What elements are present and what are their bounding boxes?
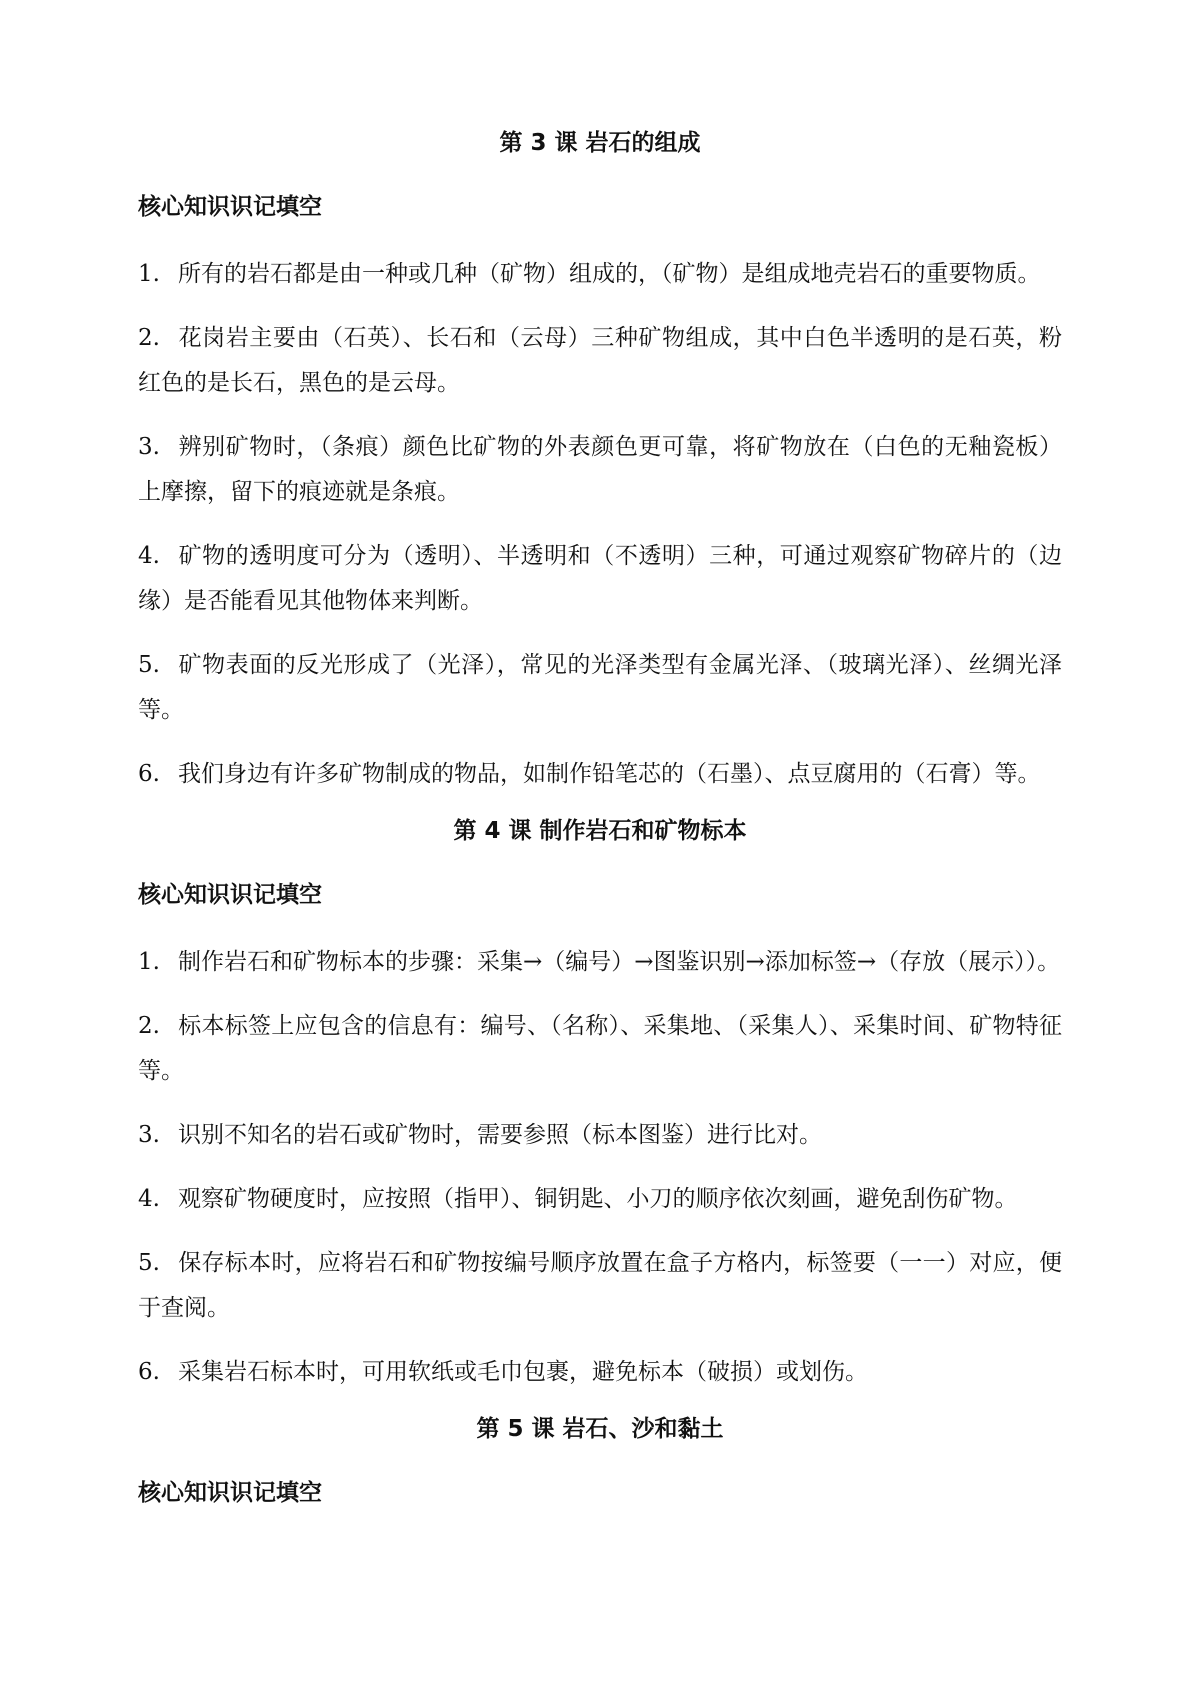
section-heading: 核心知识识记填空 bbox=[138, 1480, 322, 1506]
section-heading: 核心知识识记填空 bbox=[138, 882, 322, 908]
item-number: 2. bbox=[138, 1013, 160, 1039]
item-text: 所有的岩石都是由一种或几种（矿物）组成的，（矿物）是组成地壳岩石的重要物质。 bbox=[178, 261, 1041, 287]
item-number: 3. bbox=[138, 434, 160, 460]
item-number: 2. bbox=[138, 325, 160, 351]
item-text: 识别不知名的岩石或矿物时，需要参照（标本图鉴）进行比对。 bbox=[178, 1122, 822, 1148]
item-text: 保存标本时，应将岩石和矿物按编号顺序放置在盒子方格内，标签要（一一）对应，便于查阅。 bbox=[138, 1250, 1062, 1321]
item-number: 5. bbox=[138, 1250, 160, 1276]
list-item bbox=[138, 534, 1062, 624]
list-item bbox=[138, 1004, 1062, 1094]
item-number: 3. bbox=[138, 1122, 160, 1148]
item-text: 采集岩石标本时，可用软纸或毛巾包裹，避免标本（破损）或划伤。 bbox=[178, 1359, 868, 1385]
item-text: 辨别矿物时，（条痕）颜色比矿物的外表颜色更可靠，将矿物放在（白色的无釉瓷板）上摩擦，留下的痕迹就是条痕。 bbox=[138, 434, 1062, 505]
section-heading: 核心知识识记填空 bbox=[138, 194, 322, 220]
item-text: 标本标签上应包含的信息有：编号、（名称）、采集地、（采集人）、采集时间、矿物特征等。 bbox=[138, 1013, 1062, 1084]
item-text: 矿物表面的反光形成了（光泽），常见的光泽类型有金属光泽、（玻璃光泽）、丝绸光泽等。 bbox=[138, 652, 1062, 723]
list-item bbox=[138, 1113, 1062, 1158]
list-item bbox=[138, 1350, 1062, 1395]
item-number: 1. bbox=[138, 261, 160, 287]
lesson-3 bbox=[138, 128, 1062, 797]
list-item bbox=[138, 643, 1062, 733]
list-item bbox=[138, 252, 1062, 297]
list-item bbox=[138, 1177, 1062, 1222]
list-item bbox=[138, 752, 1062, 797]
item-number: 6. bbox=[138, 1359, 160, 1385]
item-text: 矿物的透明度可分为（透明）、半透明和（不透明）三种，可通过观察矿物碎片的（边缘）是否能看见其他物体来判断。 bbox=[138, 543, 1062, 614]
item-number: 4. bbox=[138, 543, 160, 569]
list-item bbox=[138, 316, 1062, 406]
item-number: 4. bbox=[138, 1186, 160, 1212]
lesson-title: 第 4 课 制作岩石和矿物标本 bbox=[453, 818, 747, 844]
item-text: 我们身边有许多矿物制成的物品，如制作铅笔芯的（石墨）、点豆腐用的（石膏）等。 bbox=[178, 761, 1041, 787]
item-text: 制作岩石和矿物标本的步骤：采集→（编号）→图鉴识别→添加标签→（存放（展示））。 bbox=[178, 949, 1061, 975]
lesson-4 bbox=[138, 816, 1062, 1395]
list-item bbox=[138, 940, 1062, 985]
item-number: 5. bbox=[138, 652, 160, 678]
item-number: 1. bbox=[138, 949, 160, 975]
list-item bbox=[138, 425, 1062, 515]
list-item bbox=[138, 1241, 1062, 1331]
item-text: 花岗岩主要由（石英）、长石和（云母）三种矿物组成，其中白色半透明的是石英，粉红色的是长石，黑色的是云母。 bbox=[138, 325, 1062, 396]
item-number: 6. bbox=[138, 761, 160, 787]
item-text: 观察矿物硬度时，应按照（指甲）、铜钥匙、小刀的顺序依次刻画，避免刮伤矿物。 bbox=[178, 1186, 1018, 1212]
lesson-title: 第 3 课 岩石的组成 bbox=[499, 130, 701, 156]
lesson-title: 第 5 课 岩石、沙和黏土 bbox=[476, 1416, 724, 1442]
lesson-5 bbox=[138, 1414, 1062, 1508]
